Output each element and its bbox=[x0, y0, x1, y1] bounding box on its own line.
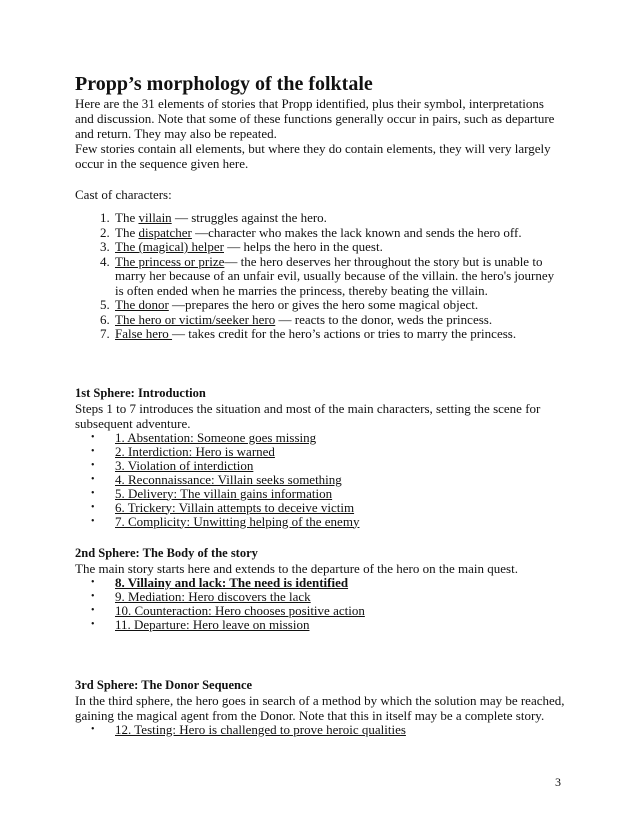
bullet-icon: • bbox=[91, 515, 95, 527]
bullet-icon: • bbox=[91, 618, 95, 630]
step-item bbox=[75, 473, 565, 487]
step-link[interactable]: 6. Trickery: Villain attempts to deceive victim bbox=[115, 499, 355, 515]
page-number: 3 bbox=[555, 775, 561, 789]
step-item bbox=[75, 459, 565, 473]
bullet-icon: • bbox=[91, 590, 95, 602]
step-item bbox=[75, 431, 565, 445]
bullet-icon: • bbox=[91, 445, 95, 457]
step-link[interactable]: 12. Testing: Hero is challenged to prove heroic qualities bbox=[115, 721, 406, 737]
bullet-icon: • bbox=[91, 487, 95, 499]
cast-term[interactable]: The donor bbox=[115, 297, 169, 312]
cast-term[interactable]: The (magical) helper bbox=[115, 239, 224, 254]
bullet-icon: • bbox=[91, 501, 95, 513]
bullet-icon: • bbox=[91, 576, 95, 588]
step-link[interactable]: 5. Delivery: The villain gains information bbox=[115, 485, 333, 501]
step-link[interactable]: 3. Violation of interdiction bbox=[115, 457, 254, 473]
sphere-description: In the third sphere, the hero goes in search of a method by which the solution may be reached, gaining the magical agent from the Donor. Note that this in itself may be a complete story. bbox=[75, 692, 565, 723]
step-link[interactable]: 9. Mediation: Hero discovers the lack bbox=[115, 588, 311, 604]
sphere-description: The main story starts here and extends to the departure of the hero on the main quest. bbox=[75, 560, 518, 576]
sphere-section bbox=[75, 386, 565, 529]
cast-item: 7. False hero — takes credit for the hero’s actions or tries to marry the princess. bbox=[113, 327, 565, 342]
step-link[interactable]: 7. Complicity: Unwitting helping of the enemy bbox=[115, 513, 360, 529]
step-link[interactable]: 4. Reconnaissance: Villain seeks something bbox=[115, 471, 342, 487]
sphere-description: Steps 1 to 7 introduces the situation and most of the main characters, setting the scene for subsequent adventure. bbox=[75, 400, 541, 431]
bullet-icon: • bbox=[91, 723, 95, 735]
cast-term[interactable]: The hero or victim/seeker hero bbox=[115, 311, 276, 327]
cast-item: 1. The villain — struggles against the hero. bbox=[113, 211, 565, 226]
cast-item: 6. The hero or victim/seeker hero — reacts to the donor, weds the princess. bbox=[113, 313, 565, 328]
sphere-title: 2nd Sphere: The Body of the story bbox=[75, 545, 258, 560]
sphere-section bbox=[75, 678, 565, 737]
cast-term[interactable]: False hero bbox=[115, 326, 173, 341]
intro-paragraph-2: Few stories contain all elements, but where they do contain elements, they will very largely occur in the sequence given here. bbox=[75, 141, 551, 171]
step-link[interactable]: 2. Interdiction: Hero is warned bbox=[115, 443, 275, 459]
page-content bbox=[75, 72, 565, 737]
step-item bbox=[75, 618, 565, 632]
bullet-icon: • bbox=[91, 459, 95, 471]
cast-term[interactable]: dispatcher bbox=[138, 224, 192, 240]
bullet-icon: • bbox=[91, 473, 95, 485]
step-item bbox=[75, 501, 565, 515]
step-item bbox=[75, 487, 565, 501]
step-link[interactable]: 1. Absentation: Someone goes missing bbox=[115, 429, 317, 445]
step-link[interactable]: 8. Villainy and lack: The need is identified bbox=[115, 574, 349, 590]
step-item bbox=[75, 445, 565, 459]
step-item bbox=[75, 515, 565, 529]
cast-item: 2. The dispatcher —character who makes the lack known and sends the hero off. bbox=[113, 226, 565, 241]
cast-list bbox=[75, 211, 565, 342]
cast-term[interactable]: villain bbox=[138, 210, 172, 225]
step-list bbox=[75, 723, 565, 737]
bullet-icon: • bbox=[91, 604, 95, 616]
bullet-icon: • bbox=[91, 431, 95, 443]
sphere-title: 1st Sphere: Introduction bbox=[75, 385, 206, 400]
intro-paragraph: Here are the 31 elements of stories that Propp identified, plus their symbol, interpretations and discussion. Note that some of these functions generally occur in pairs, such as departure and return. They may also be repeated. bbox=[75, 96, 555, 141]
step-link[interactable]: 10. Counteraction: Hero chooses positive action bbox=[115, 602, 365, 618]
cast-item: 3. The (magical) helper — helps the hero in the quest. bbox=[113, 240, 565, 255]
sphere-title: 3rd Sphere: The Donor Sequence bbox=[75, 677, 253, 692]
cast-item: 4. The princess or prize— the hero deserves her throughout the story but is unable to marry her because of an unfair evil, usually because of the villain. the hero's journey is often ended when he marries the princess, thereby beating the villain. bbox=[113, 255, 565, 299]
step-item bbox=[75, 723, 565, 737]
step-link[interactable]: 11. Departure: Hero leave on mission bbox=[115, 616, 310, 632]
step-item bbox=[75, 590, 565, 604]
cast-item: 5. The donor —prepares the hero or gives the hero some magical object. bbox=[113, 298, 565, 313]
page-title: Propp’s morphology of the folktale bbox=[75, 73, 373, 95]
cast-heading: Cast of characters: bbox=[75, 187, 172, 202]
cast-term[interactable]: The princess or prize bbox=[115, 253, 225, 269]
sphere-section bbox=[75, 546, 565, 632]
step-list bbox=[75, 576, 565, 632]
step-list bbox=[75, 431, 565, 529]
step-item bbox=[75, 576, 565, 590]
step-item bbox=[75, 604, 565, 618]
